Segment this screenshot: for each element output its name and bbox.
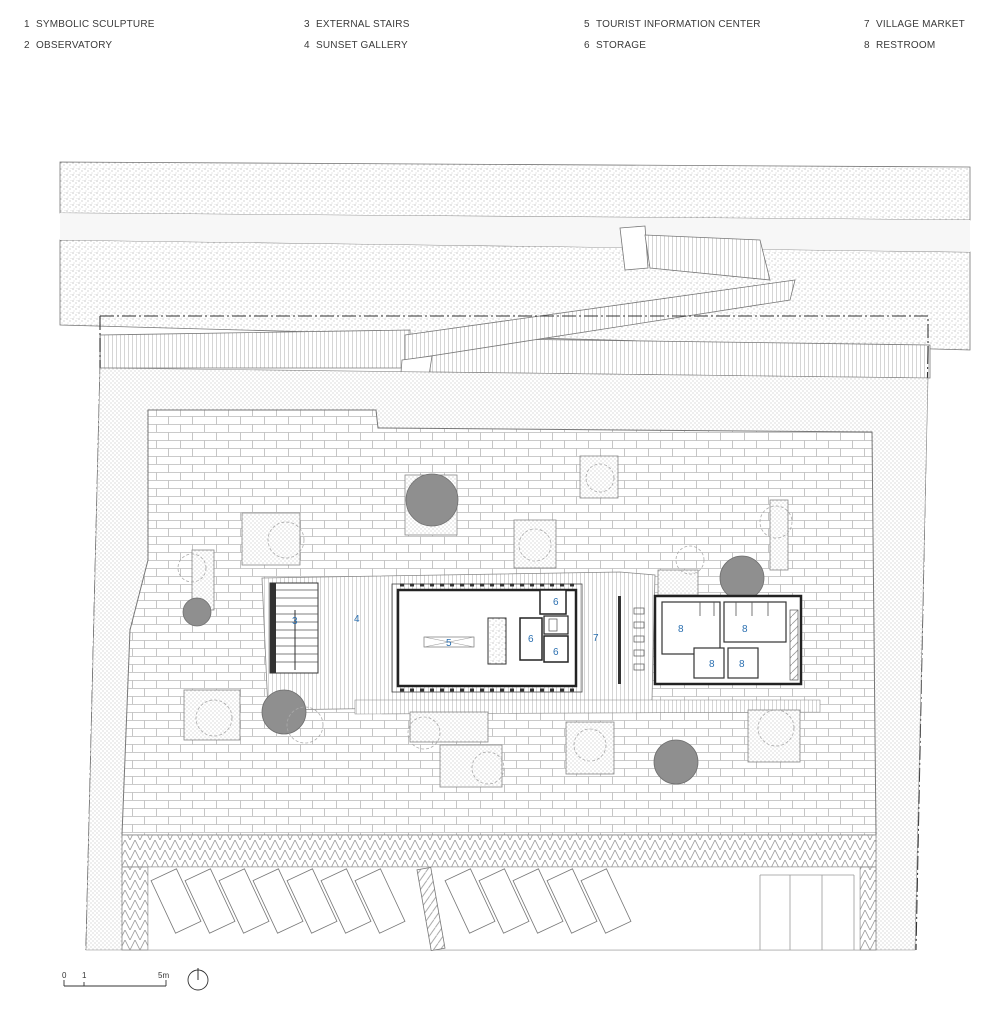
label-storage: 6 xyxy=(528,634,534,645)
scale-zero: 0 xyxy=(62,971,67,980)
legend-label: RESTROOM xyxy=(876,40,936,51)
label-restroom: 8 xyxy=(742,624,748,635)
legend-label: OBSERVATORY xyxy=(36,40,113,51)
legend-number: 5 xyxy=(584,19,590,30)
label-restroom: 8 xyxy=(709,659,715,670)
legend-number: 6 xyxy=(584,40,590,51)
restroom-building xyxy=(655,596,801,684)
external-stairs xyxy=(270,583,318,673)
label-storage: 6 xyxy=(553,647,559,658)
scale-bar xyxy=(62,971,169,986)
legend-label: EXTERNAL STAIRS xyxy=(316,19,410,30)
label-external-stairs: 3 xyxy=(292,616,298,627)
scale-one: 1 xyxy=(82,971,87,980)
label-sunset-gallery: 4 xyxy=(354,614,360,625)
legend-label: SUNSET GALLERY xyxy=(316,40,408,51)
legend-number: 4 xyxy=(304,40,310,51)
legend-number: 2 xyxy=(24,40,30,51)
label-restroom: 8 xyxy=(678,624,684,635)
label-tourist-information-center: 5 xyxy=(446,638,452,649)
label-restroom: 8 xyxy=(739,659,745,670)
parking-area xyxy=(122,835,876,951)
legend-number: 3 xyxy=(304,19,310,30)
legend-label: STORAGE xyxy=(596,40,647,51)
legend-number: 8 xyxy=(864,40,870,51)
legend-label: SYMBOLIC SCULPTURE xyxy=(36,19,155,30)
label-storage: 6 xyxy=(553,597,559,608)
scale-five: 5m xyxy=(158,971,170,980)
legend-label: VILLAGE MARKET xyxy=(876,19,965,30)
legend-number: 1 xyxy=(24,19,30,30)
north-arrow-icon xyxy=(188,968,208,990)
label-village-market: 7 xyxy=(593,633,599,644)
legend-label: TOURIST INFORMATION CENTER xyxy=(596,19,761,30)
legend-number: 7 xyxy=(864,19,870,30)
